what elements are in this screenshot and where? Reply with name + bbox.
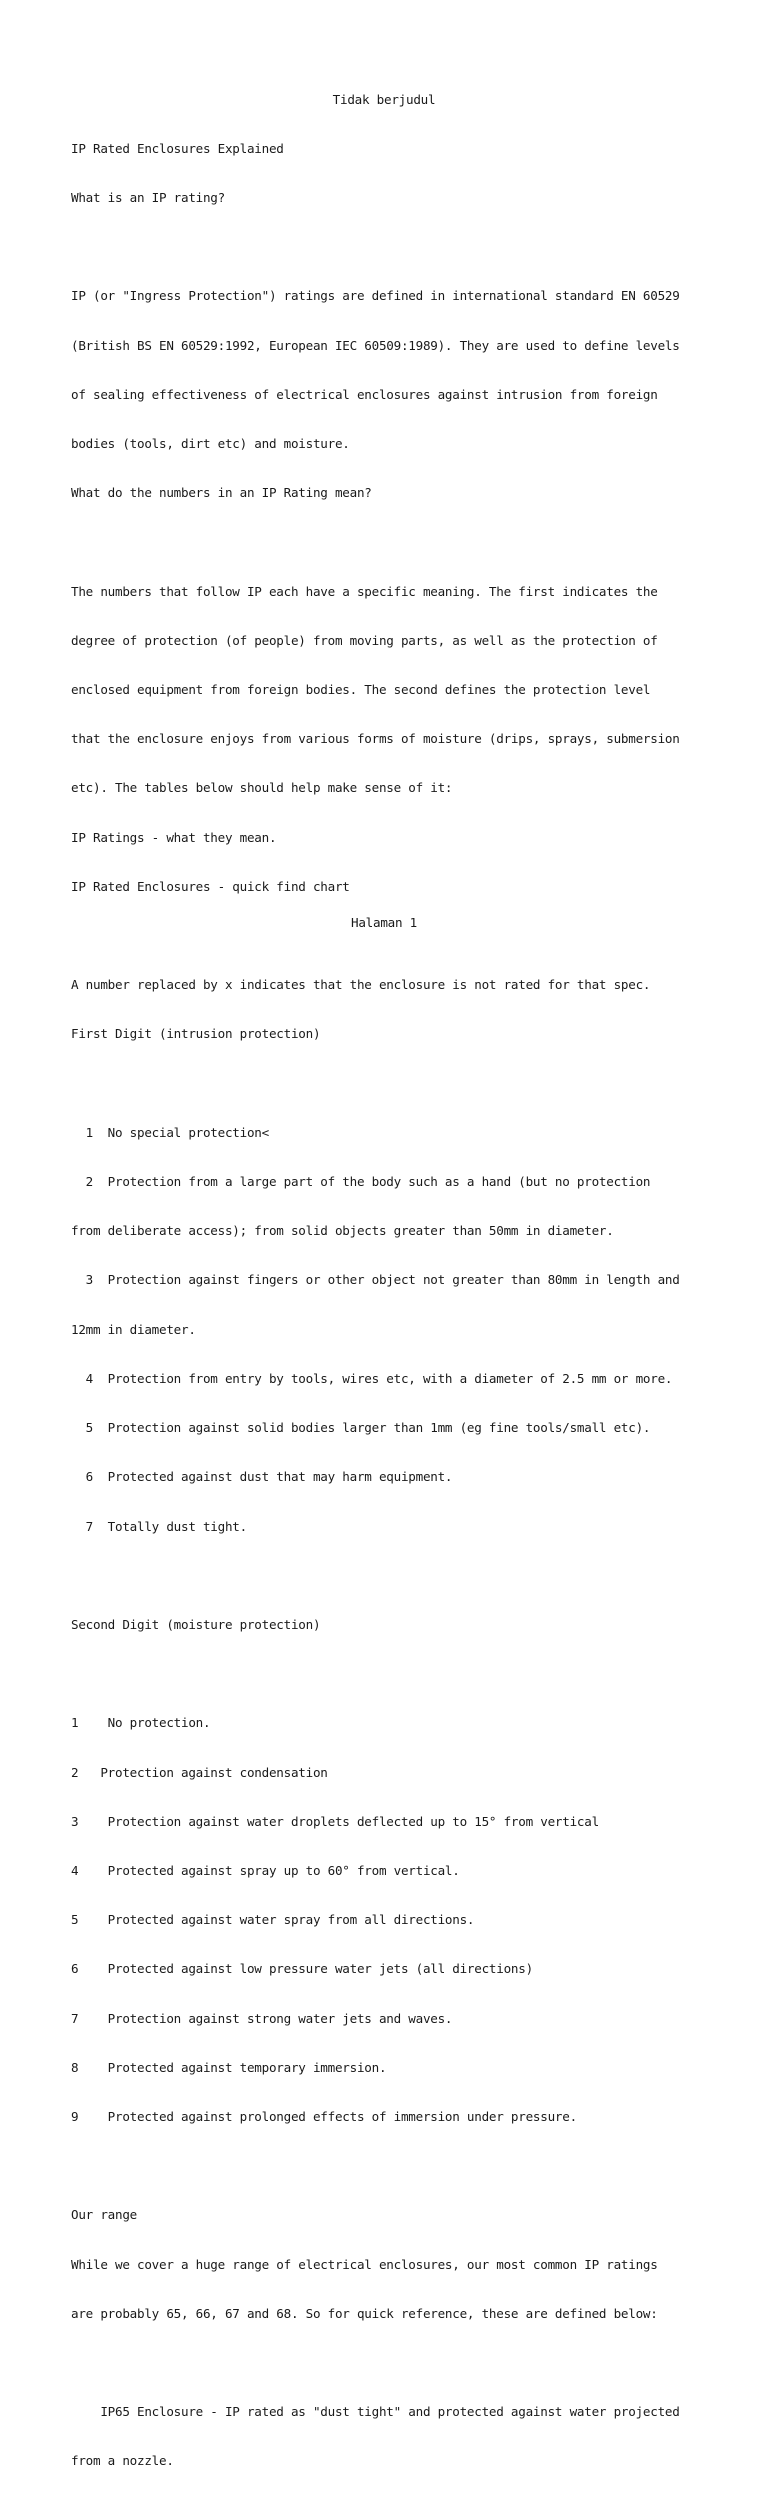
text-line: enclosed equipment from foreign bodies. The second defines the protection level bbox=[71, 682, 651, 698]
text-line: 6 Protected against low pressure water jets (all directions) bbox=[71, 1961, 533, 1977]
text-line: First Digit (intrusion protection) bbox=[71, 1026, 321, 1042]
text-line: bodies (tools, dirt etc) and moisture. bbox=[71, 436, 350, 452]
text-line: 3 Protection against water droplets deflected up to 15° from vertical bbox=[71, 1813, 599, 1829]
text-line: The numbers that follow IP each have a specific meaning. The first indicates the bbox=[71, 583, 658, 599]
text-line: 12mm in diameter. bbox=[71, 1321, 196, 1337]
text-line: 4 Protection from entry by tools, wires etc, with a diameter of 2.5 mm or more. bbox=[71, 1370, 673, 1386]
text-line: IP65 Enclosure - IP rated as "dust tight" and protected against water projected bbox=[71, 2404, 680, 2420]
text-line: 3 Protection against fingers or other object not greater than 80mm in length and bbox=[71, 1272, 680, 1288]
text-line: 2 Protection from a large part of the body such as a hand (but no protection bbox=[71, 1174, 651, 1190]
text-line: What do the numbers in an IP Rating mean? bbox=[71, 485, 372, 501]
text-line: IP Ratings - what they mean. bbox=[71, 829, 277, 845]
text-line: 1 No protection. bbox=[71, 1715, 211, 1731]
text-line: IP (or "Ingress Protection") ratings are defined in international standard EN 60529 bbox=[71, 288, 680, 304]
text-line: While we cover a huge range of electrical enclosures, our most common IP ratings bbox=[71, 2256, 658, 2272]
text-line: 8 Protected against temporary immersion. bbox=[71, 2059, 387, 2075]
text-line: etc). The tables below should help make sense of it: bbox=[71, 780, 453, 796]
text-line: degree of protection (of people) from moving parts, as well as the protection of bbox=[71, 632, 658, 648]
text-line: Our range bbox=[71, 2207, 137, 2223]
text-line bbox=[71, 239, 761, 255]
text-line: 5 Protected against water spray from all directions. bbox=[71, 1912, 475, 1928]
text-line: are probably 65, 66, 67 and 68. So for quick reference, these are defined below: bbox=[71, 2305, 658, 2321]
text-line: 6 Protected against dust that may harm equipment. bbox=[71, 1469, 453, 1485]
text-line: 9 Protected against prolonged effects of immersion under pressure. bbox=[71, 2108, 577, 2124]
text-line: 1 No special protection< bbox=[71, 1124, 269, 1140]
text-line: IP Rated Enclosures - quick find chart bbox=[71, 878, 350, 894]
text-line bbox=[71, 1666, 761, 1682]
text-line: from a nozzle. bbox=[71, 2453, 174, 2469]
text-line bbox=[71, 2355, 761, 2371]
text-line: 7 Protection against strong water jets and waves. bbox=[71, 2010, 453, 2026]
text-line: Second Digit (moisture protection) bbox=[71, 1616, 321, 1632]
text-line: 2 Protection against condensation bbox=[71, 1764, 328, 1780]
text-line: of sealing effectiveness of electrical enclosures against intrusion from foreign bbox=[71, 386, 658, 402]
text-line bbox=[71, 1076, 761, 1092]
text-line: (British BS EN 60529:1992, European IEC 60509:1989). They are used to define levels bbox=[71, 337, 680, 353]
text-line: IP Rated Enclosures Explained bbox=[71, 140, 284, 156]
text-line: 7 Totally dust tight. bbox=[71, 1518, 247, 1534]
document-body bbox=[71, 108, 761, 2503]
text-line bbox=[71, 1568, 761, 1584]
text-line: from deliberate access); from solid objects greater than 50mm in diameter. bbox=[71, 1223, 614, 1239]
text-line bbox=[71, 534, 761, 550]
text-line: 5 Protection against solid bodies larger than 1mm (eg fine tools/small etc). bbox=[71, 1420, 651, 1436]
text-line: that the enclosure enjoys from various forms of moisture (drips, sprays, submersion bbox=[71, 731, 680, 747]
text-line: A number replaced by x indicates that the enclosure is not rated for that spec. bbox=[71, 977, 651, 993]
text-line bbox=[71, 2158, 761, 2174]
page-title: Tidak berjudul bbox=[332, 92, 436, 107]
text-line: 4 Protected against spray up to 60° from vertical. bbox=[71, 1862, 460, 1878]
page-number: Halaman 1 bbox=[351, 915, 417, 930]
text-line: What is an IP rating? bbox=[71, 190, 225, 206]
